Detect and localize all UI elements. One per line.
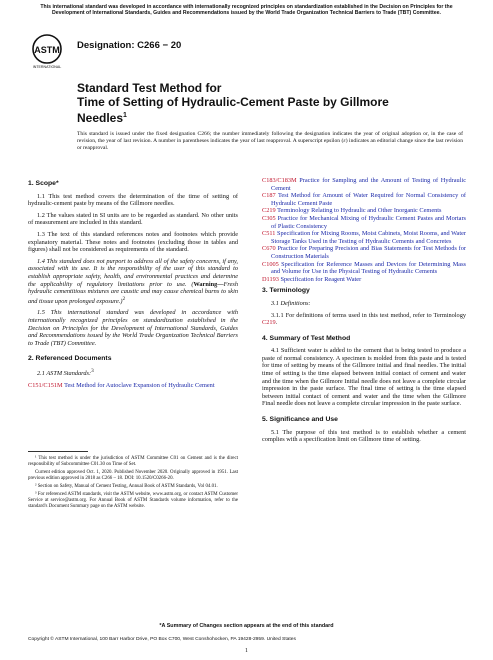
ref-c1005-link[interactable]: C1005	[262, 260, 279, 268]
section-5-heading: 5. Significance and Use	[262, 416, 338, 424]
para-1-2: 1.2 The values stated in SI units are to be regarded as standard. No other units of measurement are included in this standard.	[28, 211, 238, 227]
ref-c670-link[interactable]: C670	[262, 245, 276, 253]
title-line-2: Time of Setting of Hydraulic-Cement Paste by Gillmore	[77, 94, 389, 109]
ref-d1193-title[interactable]: Specification for Reagent Water	[278, 275, 362, 283]
ref-c187-link[interactable]: C187	[262, 192, 276, 200]
ref-c670-title[interactable]: Practice for Preparing Precision and Bias Statements for Test Methods for Construction Materials	[271, 245, 466, 260]
ref-c511	[262, 230, 466, 245]
ref-c305-title[interactable]: Practice for Mechanical Mixing of Hydraulic Cement Pastes and Mortars of Plastic Consistency	[271, 214, 466, 230]
astm-logo	[30, 33, 64, 71]
title-line-3	[77, 109, 377, 126]
ref-c511-link[interactable]: C511	[262, 230, 276, 238]
title-line-1: Standard Test Method for	[77, 81, 222, 95]
section-4-heading: 4. Summary of Test Method	[262, 334, 351, 342]
para-2-1	[28, 368, 238, 378]
ref-c183	[262, 177, 466, 192]
ref-d1193-link[interactable]: D1193	[262, 275, 279, 283]
ref-c305	[262, 215, 466, 230]
para-3-1: 3.1 Definitions:	[271, 299, 311, 307]
para-1-3: 1.3 The text of this standard references notes and footnotes which provide explanatory material. These notes and footnotes (excluding those in tables and figures) shall not be considered as requirements of the standard.	[28, 230, 238, 254]
para-1-1: 1.1 This test method covers the determination of the time of setting of hydraulic-cement paste by means of the Gillmore needles.	[28, 192, 238, 208]
para-1-4	[28, 258, 238, 306]
ref-c183-title[interactable]: Practice for Sampling and the Amount of Testing of Hydraulic Cement	[271, 177, 466, 192]
para-1-5: 1.5 This international standard was developed in accordance with internationally recognized principles on standardization established in the Decision on Principles for the Development of International Standards, Guides and Recommendations issued by the World Trade Organization Technical Barriers to Trade (TBT) Committee.	[28, 309, 238, 347]
terminology-c219-link[interactable]: C219	[262, 319, 276, 327]
para-3-1-1-end: .	[275, 319, 278, 327]
svg-text:INTERNATIONAL: INTERNATIONAL	[32, 65, 62, 69]
warning-label: Warning—	[193, 280, 224, 288]
left-column	[28, 180, 238, 512]
copyright-line: Copyright © ASTM International, 100 Barr Harbor Drive, PO Box C700, West Conshohocken, PA 19428-2959. United States	[28, 637, 296, 642]
referenced-standards-list	[262, 177, 466, 283]
title-footnote-ref[interactable]: 1	[123, 112, 127, 119]
svg-text:ASTM: ASTM	[34, 45, 60, 55]
ref-c670	[262, 245, 466, 260]
section-3-heading: 3. Terminology	[262, 287, 310, 295]
para-4-1: 4.1 Sufficient water is added to the cement that is being tested to produce a paste of normal consistency. A specimen is molded from this paste and is tested for time of setting by means of the Gillmore initial and final needles. The initial time of setting is the time elapsed between initial contact of cement and water and the time when the Gillmore Initial needle does not leave a complete circular impression in the paste surface. The final time of setting is the time elapsed between initial contact of cement and water and the time when the Gillmore Final needle does not leave a complete circular impression in the paste surface.	[262, 347, 466, 408]
section-1-heading: 1. Scope*	[28, 180, 59, 187]
para-1-4-text-a: 1.4 This standard does not purport to address all of the safety concerns, if any, associated with its use. It is the responsibility of the user of this standard to establish appropriate safety, health, and environmental practices and determine the applicability of regulatory limitations prior to use. (	[28, 257, 238, 288]
ref-c187-title[interactable]: Test Method for Amount of Water Required for Normal Consistency of Hydraulic Cement Paste	[271, 192, 466, 207]
footnote-ref-3[interactable]: 3	[91, 367, 94, 374]
ref-c511-title[interactable]: Specification for Mixing Rooms, Moist Cabinets, Moist Rooms, and Water Storage Tanks Used in the Testing of Hydraulic Cements and Concretes	[271, 230, 466, 245]
ref-d1193	[262, 276, 466, 284]
ref-c1005-title[interactable]: Specification for Reference Masses and Devices for Determining Mass and Volume for Use in the Physical Testing of Hydraulic Cements	[271, 260, 466, 276]
right-column	[262, 177, 466, 448]
para-5-1: 5.1 The purpose of this test method is to establish whether a cement complies with a specification limit on Gillmore time of setting.	[262, 428, 466, 444]
para-2-1-text: 2.1 ASTM Standards:	[37, 370, 92, 378]
tbt-banner: This international standard was developed in accordance with internationally recognized principles on standardization established in the Decision on Principles for the Development of International Standards, Guides and Recommendations issued by the World Trade Organization Technical Barriers to Trade (TBT) Committee.	[40, 4, 453, 17]
footnote-2: ² Section on Safety, Manual of Cement Testing, Annual Book of ASTM Standards, Vol 04.01.	[35, 484, 218, 490]
footnote-rule	[28, 451, 88, 452]
footnote-3: ³ For referenced ASTM standards, visit the ASTM website, www.astm.org, or contact ASTM Customer Service at service@astm.org. For Annual Book of ASTM Standards volume information, refer to the standard's Document Summary page on the ASTM website.	[28, 492, 238, 510]
ref-c187	[262, 192, 466, 207]
footnote-1: ¹ This test method is under the jurisdiction of ASTM Committee C01 on Cement and is the direct responsibility of Subcommittee C01.30 on Time of Set.	[28, 456, 238, 468]
para-3-1-1	[262, 312, 466, 327]
document-title	[77, 81, 389, 126]
ref-c219-title[interactable]: Terminology Relating to Hydraulic and Other Inorganic Cements	[275, 207, 442, 215]
ref-c151	[28, 382, 238, 390]
ref-c183-link[interactable]: C183/C183M	[262, 177, 297, 184]
footnote-ref-2[interactable]: 2	[122, 295, 126, 302]
para-3-1-1-text: 3.1.1 For definitions of terms used in this test method, refer to Terminology	[271, 311, 466, 319]
page-number: 1	[245, 648, 248, 654]
para-1-4-text-b: Fresh hydraulic cementitious mixtures are caustic and may cause chemical burns to skin and tissue upon prolonged exposure.)	[28, 280, 238, 305]
footnote-1-edition: Current edition approved Oct. 1, 2020. Published November 2020. Originally approved in 1951. Last previous edition approved in 2018 as C266 – 18. DOI: 10.1520/C0266-20.	[28, 470, 238, 482]
ref-c219	[262, 207, 466, 215]
section-2-heading: 2. Referenced Documents	[28, 355, 112, 363]
ref-c151-title[interactable]: Test Method for Autoclave Expansion of Hydraulic Cement	[62, 381, 215, 389]
ref-c305-link[interactable]: C305	[262, 214, 276, 222]
designation-note: This standard is issued under the fixed designation C266; the number immediately following the designation indicates the year of original adoption or, in the case of revision, the year of last revision. A number in parentheses indicates the year of last reapproval. A superscript epsilon (ε) indicates an editorial change since the last revision or reapproval.	[77, 131, 463, 151]
ref-c151-link[interactable]: C151/C151M	[28, 381, 63, 389]
title-line-3-text: Needles	[77, 111, 124, 125]
summary-of-changes-note: *A Summary of Changes section appears at the end of this standard	[159, 623, 334, 629]
ref-c219-link[interactable]: C219	[262, 207, 276, 215]
designation: Designation: C266 − 20	[77, 40, 182, 51]
ref-c1005	[262, 261, 466, 276]
